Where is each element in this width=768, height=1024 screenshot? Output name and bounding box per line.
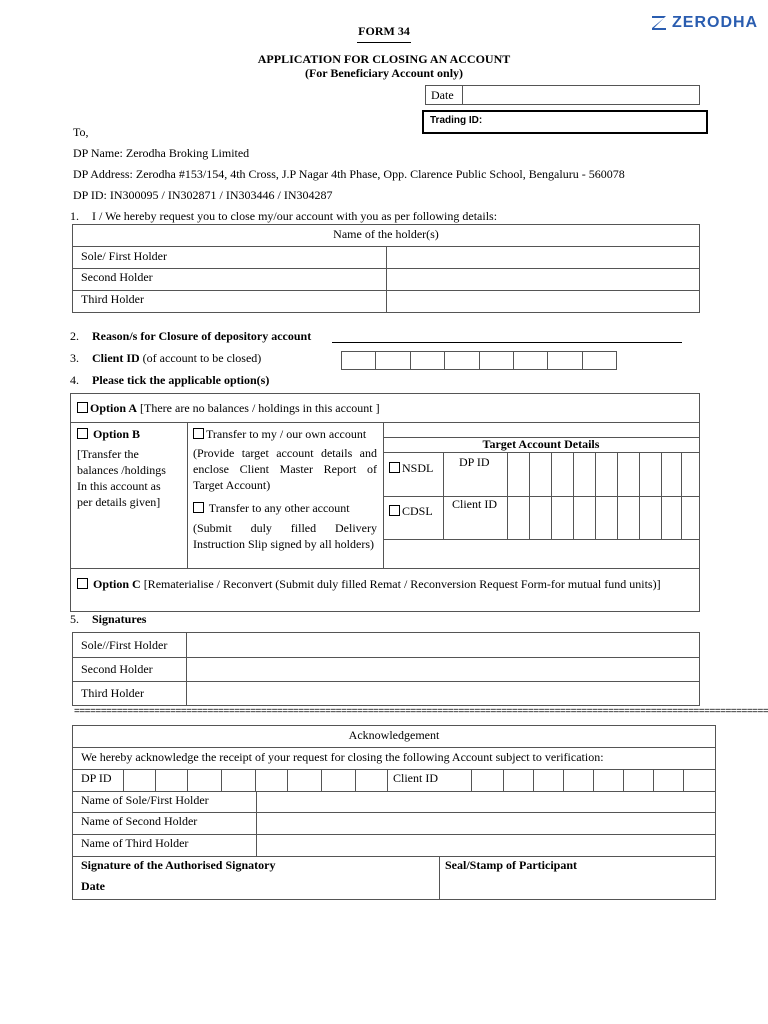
ack-title: Acknowledgement	[348, 728, 440, 742]
brand-name: ZERODHA	[672, 14, 759, 31]
option-c-label: Option C	[93, 577, 141, 591]
col-line	[471, 769, 472, 791]
holder-second-name-input[interactable]	[387, 269, 699, 289]
section-4-text: Please tick the applicable option(s)	[92, 373, 270, 387]
col-line	[187, 769, 188, 791]
sig-first-label: Sole//First Holder	[81, 638, 168, 652]
col-line	[123, 769, 124, 791]
digit-box[interactable]	[548, 352, 582, 369]
row-line	[73, 769, 715, 770]
row-line	[71, 422, 699, 423]
option-a-text: [There are no balances / holdings in this account ]	[137, 401, 380, 415]
other-account-label: Transfer to any other account	[208, 501, 350, 515]
col-line	[573, 452, 574, 539]
digit-box[interactable]	[514, 352, 548, 369]
section-3-number: 3.	[70, 351, 79, 365]
section-1-text: I / We hereby request you to close my/our account with you as per following details:	[92, 209, 498, 223]
col-line	[653, 769, 654, 791]
row-line	[383, 539, 699, 540]
digit-box[interactable]	[411, 352, 445, 369]
row-line	[73, 747, 715, 748]
cdsl-label: CDSL	[402, 504, 433, 518]
option-b-description	[77, 446, 166, 510]
col-line	[595, 452, 596, 539]
auth-signatory-label: Signature of the Authorised Signatory	[81, 858, 276, 872]
form-number-underline	[357, 42, 411, 43]
col-line	[639, 452, 640, 539]
col-line	[387, 769, 388, 791]
holder-first-name-input[interactable]	[387, 247, 699, 267]
cdsl-checkbox[interactable]	[389, 505, 400, 516]
section-2-text: Reason/s for Closure of depository account	[92, 329, 312, 343]
col-line	[355, 769, 356, 791]
other-account-checkbox[interactable]	[193, 502, 204, 513]
ack-name-second-input[interactable]	[257, 813, 715, 833]
col-line	[681, 452, 682, 539]
col-line	[661, 452, 662, 539]
target-account-header: Target Account Details	[482, 437, 600, 451]
col-line	[439, 856, 440, 899]
section-5-text: Signatures	[92, 612, 147, 626]
holder-third-name-input[interactable]	[387, 291, 699, 311]
sig-third-input[interactable]	[187, 682, 699, 704]
col-line	[221, 769, 222, 791]
col-line	[683, 769, 684, 791]
ack-date-label: Date	[81, 879, 105, 893]
sig-third-label: Third Holder	[81, 686, 144, 700]
option-b-checkbox[interactable]	[77, 428, 88, 439]
ack-dp-id-label: DP ID	[81, 771, 112, 785]
tear-off-line: ==================================================================================================================================	[74, 706, 768, 717]
to-line: To,	[73, 125, 89, 139]
option-b-desc-line: [Transfer the	[77, 447, 139, 461]
section-4-number: 4.	[70, 373, 79, 387]
row-line	[383, 496, 699, 497]
option-b-label: Option B	[93, 427, 141, 441]
col-line	[155, 769, 156, 791]
reason-input[interactable]	[332, 342, 682, 343]
sig-second-input[interactable]	[187, 658, 699, 680]
option-b-desc-line: In this account as	[77, 479, 161, 493]
nsdl-option[interactable]	[389, 461, 433, 476]
dp-name: DP Name: Zerodha Broking Limited	[73, 146, 250, 160]
option-c[interactable]	[77, 575, 689, 594]
holders-header-text: Name of the holder(s)	[333, 227, 439, 241]
digit-box[interactable]	[376, 352, 410, 369]
own-account-option[interactable]	[193, 427, 366, 442]
ack-name-second: Name of Second Holder	[81, 814, 198, 828]
digit-box[interactable]	[480, 352, 514, 369]
section-5-number: 5.	[70, 612, 79, 626]
own-account-label: Transfer to my / our own account	[206, 427, 367, 441]
acknowledgement-table	[72, 725, 716, 900]
option-c-checkbox[interactable]	[77, 578, 88, 589]
date-label-cell	[426, 86, 463, 104]
sig-first-input[interactable]	[187, 634, 699, 656]
client-id-bold: Client ID	[92, 351, 140, 365]
form-title: APPLICATION FOR CLOSING AN ACCOUNT	[257, 52, 511, 66]
digit-box[interactable]	[342, 352, 376, 369]
ack-text: We hereby acknowledge the receipt of your request for closing the following Account subject to verification:	[81, 750, 604, 764]
col-line	[529, 452, 530, 539]
option-b-desc-line: per details given]	[77, 495, 161, 509]
trading-id-label: Trading ID:	[430, 115, 483, 126]
holders-table	[72, 224, 700, 313]
row-line	[383, 452, 699, 453]
client-id-boxes[interactable]	[341, 351, 617, 370]
form-subtitle: (For Beneficiary Account only)	[304, 66, 464, 80]
option-b-desc-line: balances /holdings	[77, 463, 166, 477]
option-b[interactable]	[77, 427, 140, 442]
date-box	[425, 85, 700, 105]
other-account-option[interactable]	[193, 501, 350, 516]
ack-name-first-input[interactable]	[257, 792, 715, 811]
sig-second-label: Second Holder	[81, 662, 153, 676]
zerodha-logo-icon	[652, 16, 666, 30]
col-line	[443, 452, 444, 539]
other-account-desc: (Submit duly filled Delivery Instruction Slip signed by all holders)	[193, 521, 377, 551]
target-dp-id-label: DP ID	[459, 455, 490, 469]
own-account-desc: (Provide target account details and enclose Client Master Report of Target Account)	[193, 446, 377, 492]
dp-address: DP Address: Zerodha #153/154, 4th Cross, J.P Nagar 4th Phase, Opp. Clarence Public School, Bengaluru - 560078	[73, 167, 625, 181]
col-line	[255, 769, 256, 791]
holder-first-label: Sole/ First Holder	[81, 249, 167, 263]
own-account-checkbox[interactable]	[193, 428, 204, 439]
option-a-checkbox[interactable]	[77, 402, 88, 413]
row-line	[71, 568, 699, 569]
option-a[interactable]	[77, 401, 380, 416]
ack-name-first: Name of Sole/First Holder	[81, 793, 209, 807]
target-client-id-label: Client ID	[452, 497, 497, 511]
col-line	[503, 769, 504, 791]
col-line	[507, 452, 508, 539]
section-1-number: 1.	[70, 209, 79, 223]
nsdl-checkbox[interactable]	[389, 462, 400, 473]
col-line	[287, 769, 288, 791]
ack-client-id-label: Client ID	[393, 771, 438, 785]
cdsl-option[interactable]	[389, 504, 433, 519]
col-line	[187, 422, 188, 568]
row-line	[73, 856, 715, 857]
col-line	[321, 769, 322, 791]
option-c-text: [Rematerialise / Reconvert (Submit duly filled Remat / Reconversion Request Form-for mutual fund units)]	[140, 577, 661, 591]
digit-box[interactable]	[445, 352, 479, 369]
client-id-note: (of account to be closed)	[139, 351, 262, 365]
date-input[interactable]	[463, 86, 699, 104]
col-line	[623, 769, 624, 791]
trading-id-box[interactable]	[422, 110, 708, 134]
section-3-label	[92, 351, 261, 366]
col-line	[563, 769, 564, 791]
options-table	[70, 393, 700, 612]
dp-id: DP ID: IN300095 / IN302871 / IN303446 / IN304287	[73, 188, 333, 202]
zerodha-logo	[652, 14, 758, 32]
holders-header	[73, 225, 699, 247]
section-2-number: 2.	[70, 329, 79, 343]
digit-box[interactable]	[583, 352, 616, 369]
ack-name-third-input[interactable]	[257, 835, 715, 855]
col-line	[533, 769, 534, 791]
form-number: FORM 34	[358, 24, 410, 38]
col-line	[617, 452, 618, 539]
date-label: Date	[431, 88, 454, 102]
holder-third-label: Third Holder	[81, 292, 144, 306]
signatures-table	[72, 632, 700, 706]
option-a-label: Option A	[90, 401, 138, 415]
nsdl-label: NSDL	[402, 461, 434, 475]
seal-stamp-label: Seal/Stamp of Participant	[445, 858, 577, 872]
col-line	[551, 452, 552, 539]
holder-second-label: Second Holder	[81, 270, 153, 284]
ack-name-third: Name of Third Holder	[81, 836, 189, 850]
col-line	[593, 769, 594, 791]
